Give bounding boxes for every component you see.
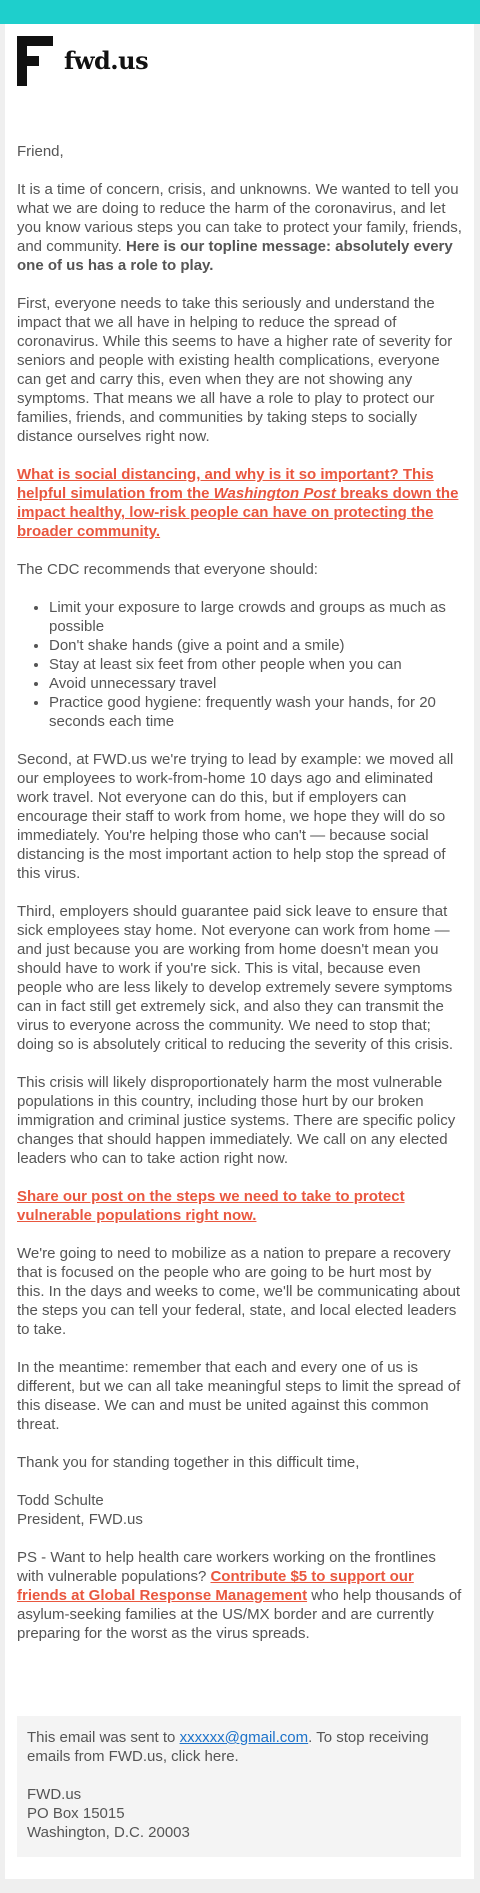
signature — [17, 1491, 462, 1529]
signature-title: President, FWD.us — [17, 1511, 143, 1528]
crisis-paragraph: This crisis will likely disproportionately harm the most vulnerable populations in this country, including those hurt by our broken immigration and criminal justice systems. There are specific policy changes that should happen immediately. We call on any elected leaders who can to take action right now. — [17, 1074, 456, 1167]
share-post-link[interactable]: Share our post on the steps we need to take to protect vulnerable populations right now. — [17, 1188, 405, 1224]
sent-prefix: This email was sent to — [27, 1729, 180, 1746]
first-paragraph: First, everyone needs to take this seriously and understand the impact that we all have in helping to reduce the spread of coronavirus. While this seems to have a higher rate of severity for seniors and people with existing health complications, everyone can get and carry this, even when they are not showing any symptoms. That means we all have a role to play to protect our families, friends, and communities by taking steps to socially distance ourselves right now. — [17, 295, 453, 445]
list-item: • Limit your exposure to large crowds and groups as much as possible — [49, 598, 462, 636]
list-item: • Stay at least six feet from other people when you can — [49, 655, 462, 674]
ps-paragraph — [17, 1548, 462, 1643]
unsubscribe-notice — [27, 1728, 451, 1766]
cdc-recommendations-list — [17, 598, 462, 731]
topline-message: Here is our topline message: absolutely every one of us has a role to play. — [17, 238, 453, 274]
contribute-link[interactable]: Contribute $5 to support our friends at Global Response Management — [17, 1568, 414, 1604]
intro-text: It is a time of concern, crisis, and unknowns. We wanted to tell you what we are doing to reduce the harm of the coronavirus, and let you know various steps you can take to protect your family, friends, and community. — [17, 181, 462, 255]
thanks-paragraph: Thank you for standing together in this difficult time, — [17, 1454, 360, 1471]
address-po-box: PO Box 15015 — [27, 1805, 125, 1822]
email-header — [17, 36, 457, 88]
email-footer — [17, 1716, 461, 1857]
signature-name: Todd Schulte — [17, 1492, 104, 1509]
fwd-logo-icon — [17, 36, 53, 86]
share-post-paragraph — [17, 1187, 462, 1225]
email-body — [17, 142, 462, 1662]
top-accent-bar — [0, 0, 480, 24]
sent-suffix: . To stop receiving emails from FWD.us, click here. — [27, 1729, 429, 1765]
intro-paragraph — [17, 180, 462, 275]
list-item: • Don't shake hands (give a point and a smile) — [49, 636, 462, 655]
social-distancing-link-text-end: breaks down the impact healthy, low-risk people can have on protecting the broader community. — [17, 485, 459, 540]
social-distancing-link-text: What is social distancing, and why is it so important? This helpful simulation from the — [17, 466, 434, 502]
brand-name: fwd.us — [64, 46, 149, 75]
social-distancing-link[interactable] — [17, 466, 458, 540]
address-org: FWD.us — [27, 1786, 82, 1803]
second-paragraph: Second, at FWD.us we're trying to lead by example: we moved all our employees to work-from-home 10 days ago and eliminated work travel. Not everyone can do this, but if employers can encourage their staff to work from home, we hope they will do so immediately. You're helping those who can't — because social distancing is the most important action to help stop the spread of this virus. — [17, 751, 454, 882]
cdc-intro: The CDC recommends that everyone should: — [17, 561, 318, 578]
mailing-address — [27, 1785, 451, 1842]
list-item: • Avoid unnecessary travel — [49, 674, 462, 693]
third-paragraph: Third, employers should guarantee paid sick leave to ensure that sick employees stay home. Not everyone can work from home — and just because you are working from home doesn't mean you should have to work if you're sick. This is vital, because even people who are less likely to develop extremely severe symptoms can in fact still get extremely sick, and also they can transmit the virus to everyone across the community. We need to stop that; doing so is absolutely critical to reducing the severity of this crisis. — [17, 903, 454, 1053]
meantime-paragraph: In the meantime: remember that each and every one of us is different, but we can all take meaningful steps to limit the spread of this disease. We can and must be united against this common threat. — [17, 1359, 461, 1433]
recipient-email-link[interactable]: xxxxxx@gmail.com — [179, 1729, 309, 1746]
greeting: Friend, — [17, 143, 64, 160]
mobilize-paragraph: We're going to need to mobilize as a nation to prepare a recovery that is focused on the people who are going to be hurt most by this. In the days and weeks to come, we'll be communicating about the steps you can tell your federal, state, and local elected leaders to take. — [17, 1245, 461, 1338]
address-city: Washington, D.C. 20003 — [27, 1824, 190, 1841]
ps-text: PS - Want to help health care workers working on the frontlines with vulnerable populations? — [17, 1549, 436, 1585]
social-distancing-paragraph — [17, 465, 462, 541]
washington-post-text: Washington Post — [213, 485, 336, 502]
ps-text-end: who help thousands of asylum-seeking families at the US/MX border and are currently preparing for the worst as the virus spreads. — [17, 1587, 462, 1642]
email-card — [5, 24, 474, 1879]
list-item: • Practice good hygiene: frequently wash your hands, for 20 seconds each time — [49, 693, 462, 731]
